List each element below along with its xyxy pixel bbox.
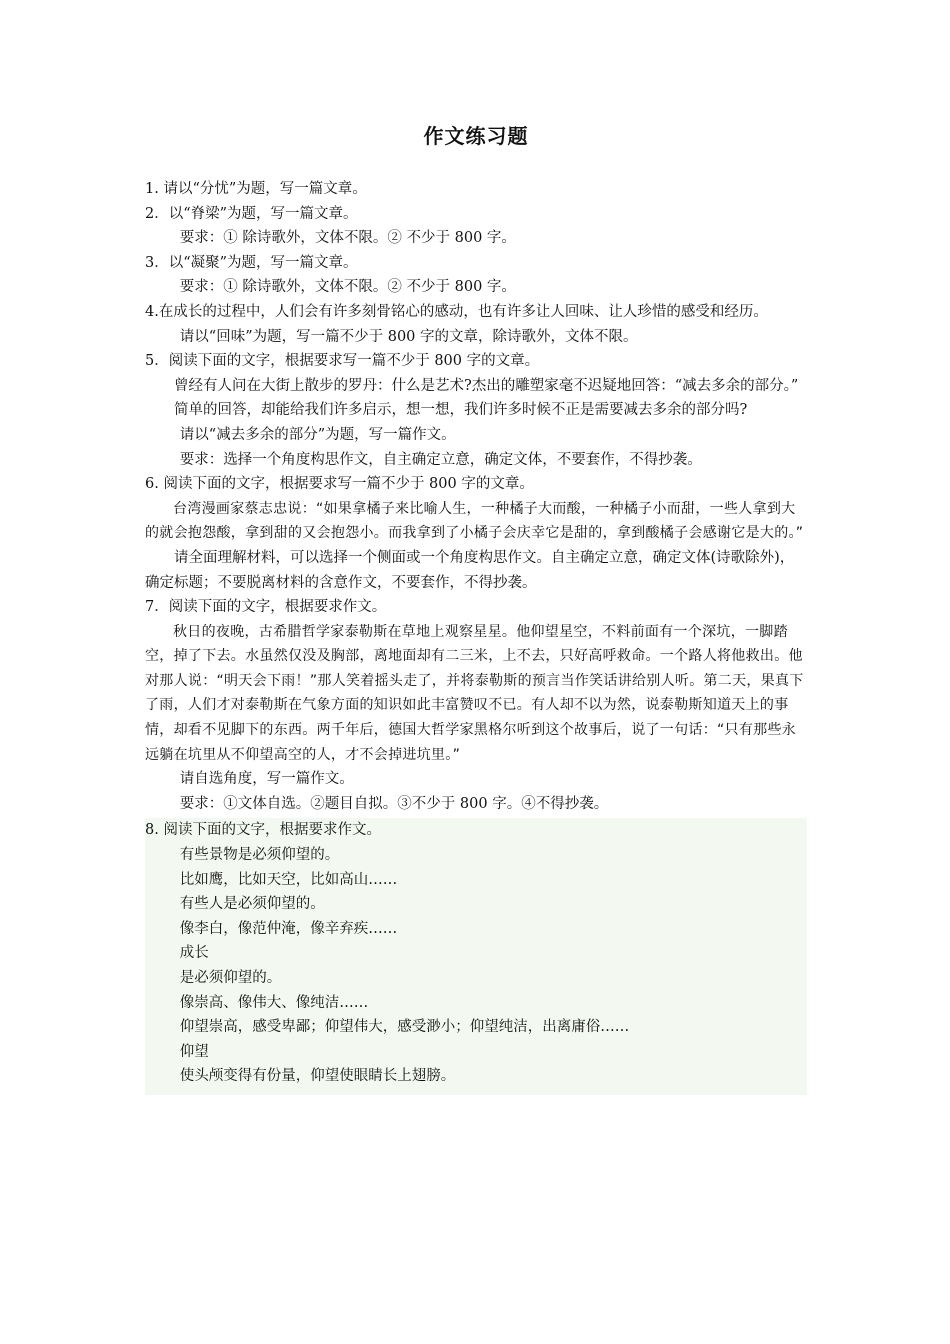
question-8-line: 是必须仰望的。 [179,970,282,986]
question-5-material-2: 简单的回答，却能给我们许多启示，想一想，我们许多时候不正是需要减去多余的部分吗? [174,402,748,419]
question-3-requirement: 要求：① 除诗歌外，文体不限。② 不少于 800 字。 [179,279,516,296]
question-5: 5．阅读下面的文字，根据要求写一篇不少于 800 字的文章。 [145,353,540,370]
question-8-line: 像李白，像范仲淹，像辛弃疾…… [179,920,398,937]
question-8-line: 成长 [179,945,209,962]
question-1: 1. 请以“分忧”为题，写一篇文章。 [145,181,367,197]
question-8-line: 使头颅变得有份量，仰望使眼睛长上翅膀。 [179,1068,456,1085]
question-8: 8. 阅读下面的文字，根据要求作文。 [145,822,381,839]
question-7-material: 秋日的夜晚，古希腊哲学家泰勒斯在草地上观察星星。他仰望星空，不料前面有一个深坑，一脚踏空，掉了下去。水虽然仅没及胸部，离地面却有二三米，上不去，只好高呼救命。一个路人将他救出。他对那人说：“明天会下雨！”那人笑着摇头走了，并将泰勒斯的预言当作笑话讲给别人听。第二天，果真下了雨，人们才对泰勒斯在气象方面的知识如此丰富赞叹不已。有人却不以为然，说泰勒斯知道天上的事情，却看不见脚下的东西。两千年后，德国大哲学家黑格尔听到这个故事后，说了一句话：“只有那些永远躺在坑里从不仰望高空的人，才不会掉进坑里。” [145,623,804,763]
question-6-prompt: 请全面理解材料，可以选择一个侧面或一个角度构思作文。自主确定立意，确定文体(诗歌除外)，确定标题；不要脱离材料的含意作文，不要套作，不得抄袭。 [145,549,795,591]
question-2: 2．以“脊梁”为题，写一篇文章。 [145,205,358,222]
question-8-line: 有些人是必须仰望的。 [179,896,325,913]
question-8-line: 比如鹰，比如天空，比如高山…… [179,871,398,888]
question-4-prompt: 请以“回味”为题，写一篇不少于 800 字的文章，除诗歌外，文体不限。 [179,328,638,345]
question-7-requirement: 要求：①文体自选。②题目自拟。③不少于 800 字。④不得抄袭。 [179,795,609,812]
page-title: 作文练习题 [423,124,529,148]
question-6-material: 台湾漫画家蔡志忠说：“如果拿橘子来比喻人生，一种橘子大而酸，一种橘子小而甜，一些人拿到大的就会抱怨酸，拿到甜的又会抱怨小。而我拿到了小橘子会庆幸它是甜的，拿到酸橘子会感谢它是大的。” [145,500,804,542]
question-8-line: 仰望崇高，感受卑鄙；仰望伟大，感受渺小；仰望纯洁，出离庸俗…… [179,1019,630,1036]
question-5-requirement: 要求：选择一个角度构思作文，自主确定立意，确定文体，不要套作，不得抄袭。 [179,451,702,468]
question-3: 3．以“凝聚”为题，写一篇文章。 [145,254,358,271]
question-5-prompt: 请以“减去多余的部分”为题，写一篇作文。 [179,426,456,443]
question-2-requirement: 要求：① 除诗歌外，文体不限。② 不少于 800 字。 [179,230,516,247]
question-7: 7．阅读下面的文字，根据要求作文。 [145,599,387,616]
question-7-prompt: 请自选角度，写一篇作文。 [179,771,354,788]
question-4: 4.在成长的过程中，人们会有许多刻骨铭心的感动，也有许多让人回味、让人珍惜的感受和经历。 [145,303,768,320]
question-5-material-1: 曾经有人问在大街上散步的罗丹：什么是艺术?杰出的雕塑家毫不迟疑地回答：“减去多余的部分。” [174,377,799,394]
document-page [145,120,807,1095]
question-6: 6. 阅读下面的文字，根据要求写一篇不少于 800 字的文章。 [145,476,534,493]
question-8-block [145,818,807,1095]
question-8-line: 像崇高、像伟大、像纯洁…… [179,994,369,1011]
question-8-line: 有些景物是必须仰望的。 [179,847,340,864]
question-8-line: 仰望 [179,1043,209,1060]
